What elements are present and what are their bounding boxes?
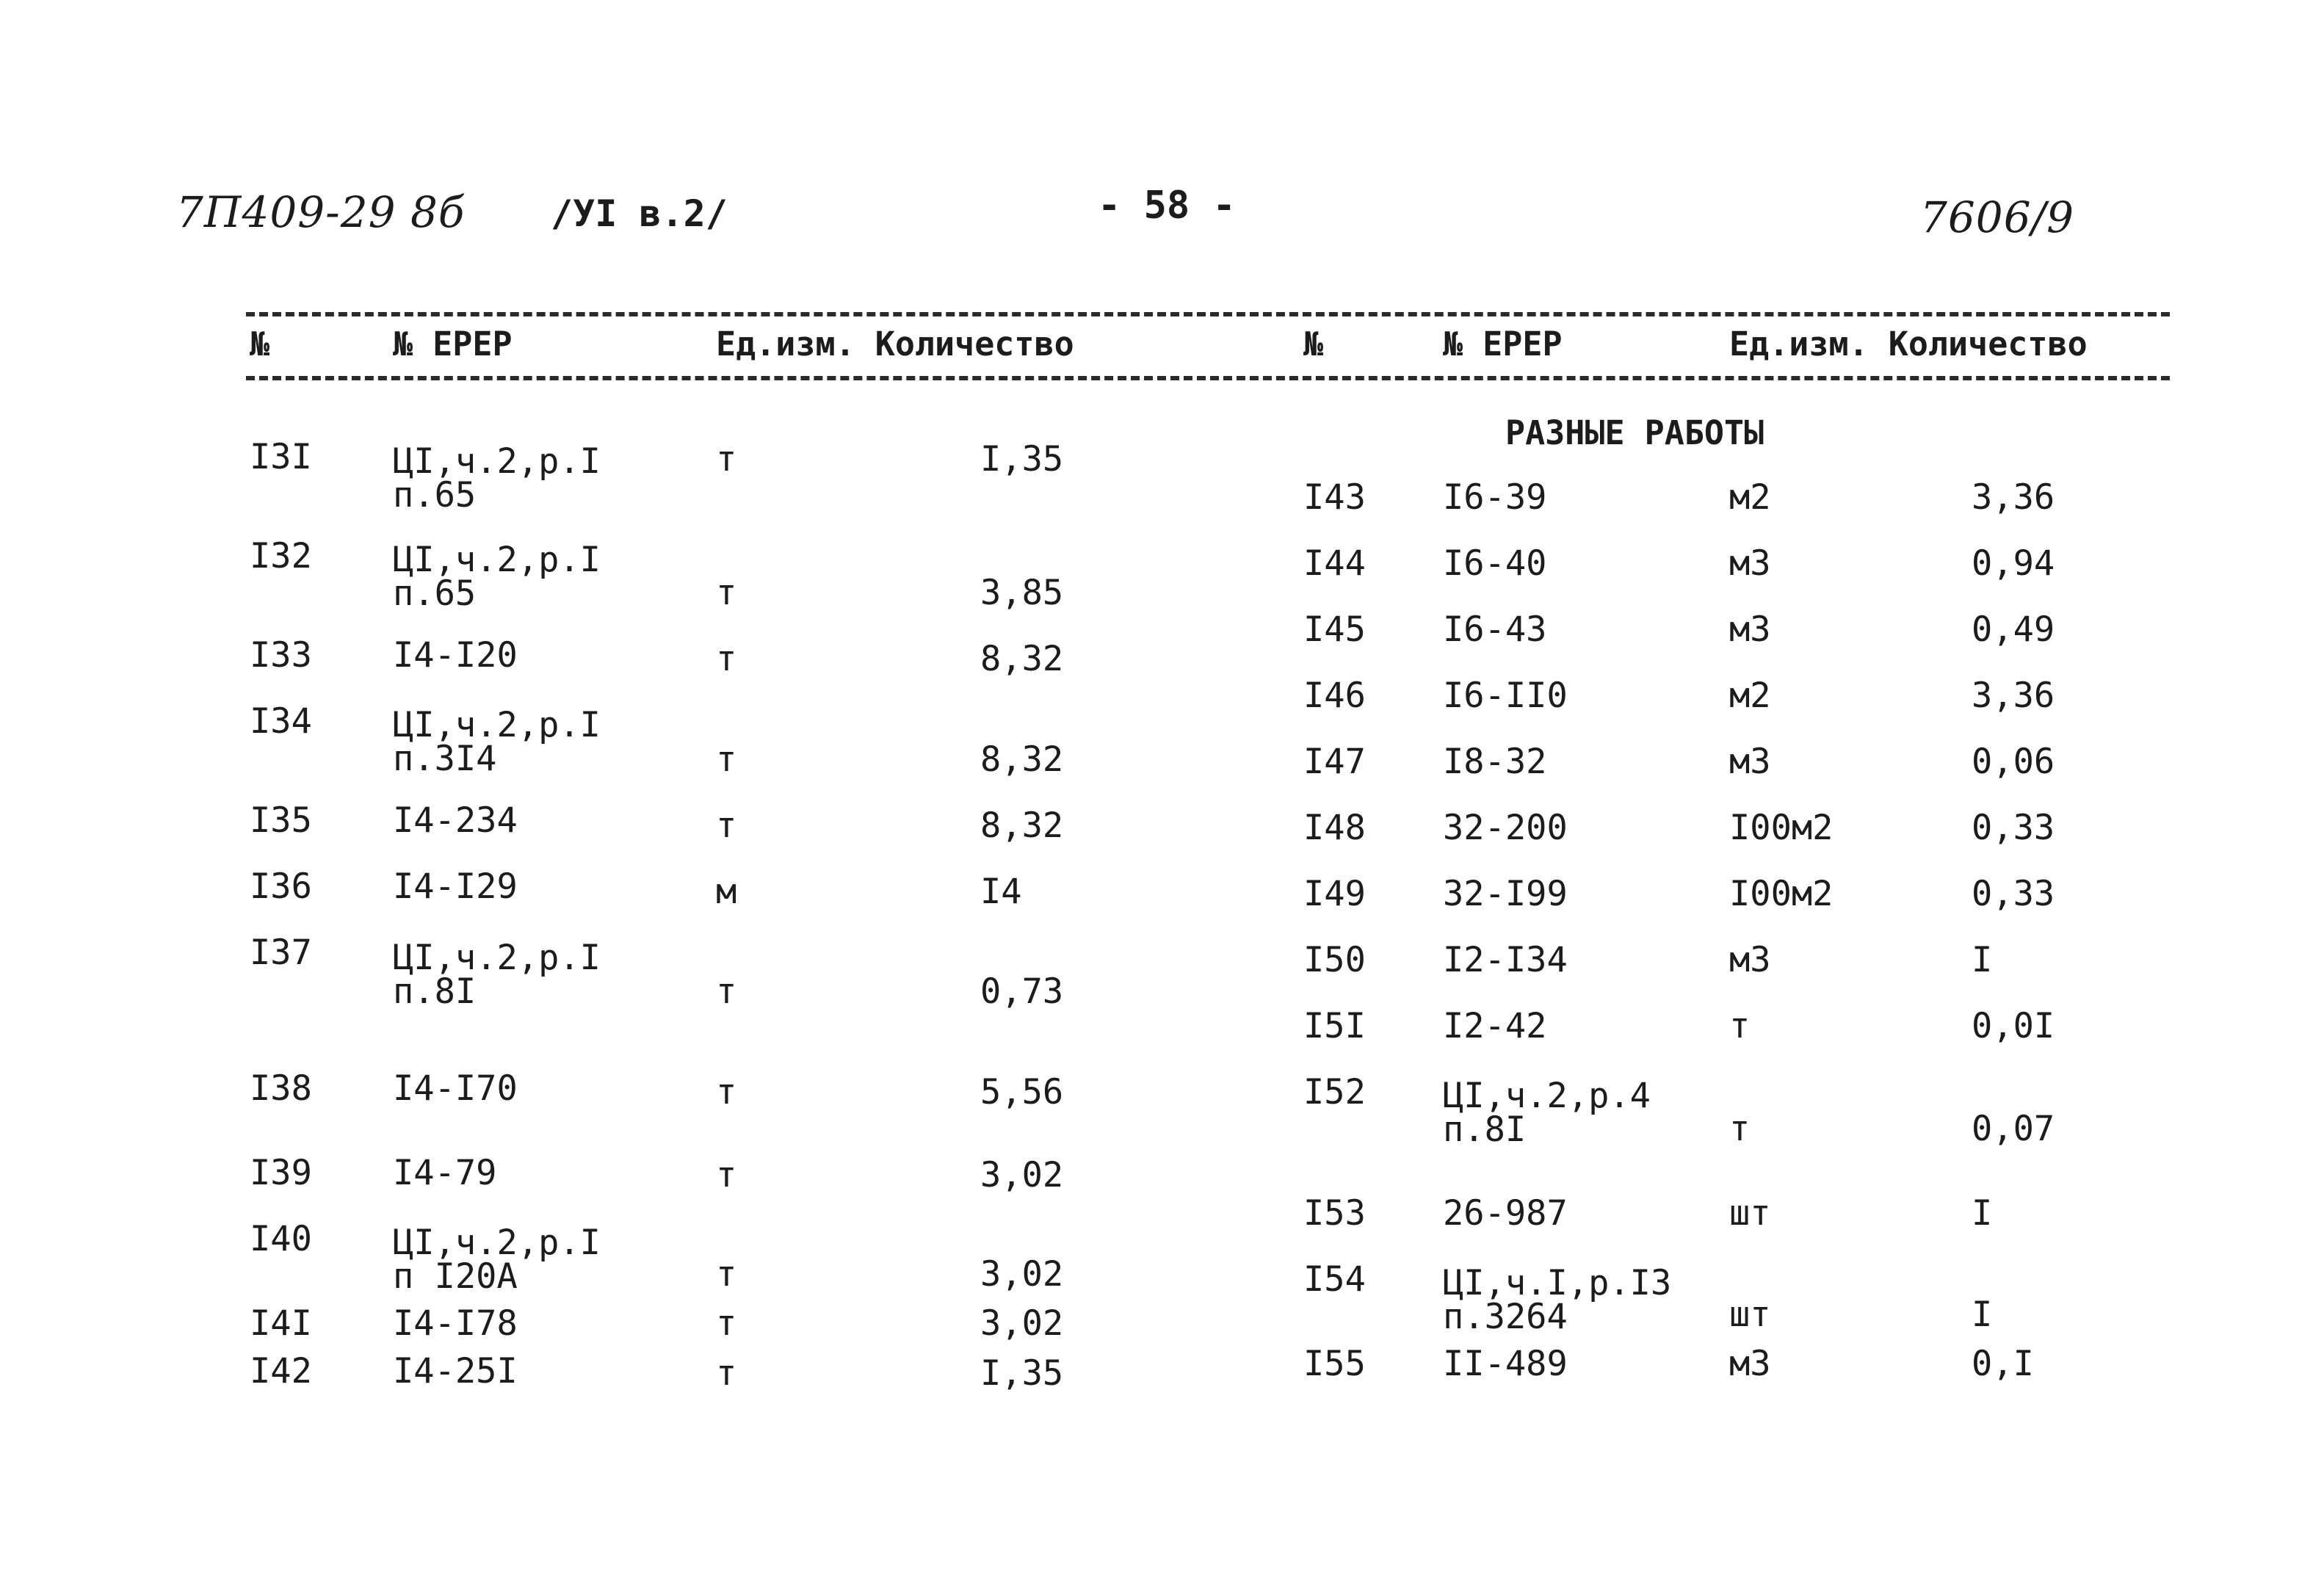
table-row-code: I4-I78 xyxy=(393,1303,518,1344)
table-row-no: I55 xyxy=(1303,1344,1366,1384)
table-row-code: ЦI,ч.2,р.I п.65 xyxy=(393,441,601,515)
section-title: РАЗНЫЕ РАБОТЫ xyxy=(1505,413,1764,452)
left-col-erer-header: № ЕРЕР xyxy=(393,325,513,363)
table-row-no: I43 xyxy=(1303,477,1366,518)
table-row-qty: I,35 xyxy=(980,1353,1064,1394)
table-row-no: I38 xyxy=(250,1068,312,1109)
table-row-qty: 0,I xyxy=(1972,1344,2034,1384)
table-row-qty: I xyxy=(1972,940,1993,980)
table-row-code: I6-43 xyxy=(1443,609,1547,650)
table-row-no: I42 xyxy=(250,1351,312,1391)
sheet-reference: /УI в.2/ xyxy=(551,192,728,235)
table-row-unit: т xyxy=(1729,1006,1751,1046)
table-row-code: ЦI,ч.2,р.I п.65 xyxy=(393,540,601,614)
table-row-code: I2-42 xyxy=(1443,1006,1547,1046)
left-col-no-header: № xyxy=(250,325,270,363)
table-row-no: I52 xyxy=(1303,1072,1366,1112)
table-row-code: II-489 xyxy=(1443,1344,1568,1384)
table-row-no: I45 xyxy=(1303,609,1366,650)
table-row-qty: 0,33 xyxy=(1972,874,2055,914)
table-row-qty: 0,06 xyxy=(1972,742,2055,782)
table-row-unit: м3 xyxy=(1729,543,1771,584)
table-row-no: I49 xyxy=(1303,874,1366,914)
table-row-code: I2-I34 xyxy=(1443,940,1568,980)
table-row-qty: I,35 xyxy=(980,439,1064,479)
table-row-code: I4-79 xyxy=(393,1153,497,1193)
table-row-no: I46 xyxy=(1303,676,1366,716)
table-row-no: I48 xyxy=(1303,808,1366,848)
table-row-code: ЦI,ч.2,р.I п.3I4 xyxy=(393,705,601,779)
table-row-unit: т xyxy=(716,1155,737,1195)
table-row-qty: 3,02 xyxy=(980,1155,1064,1195)
table-row-no: I36 xyxy=(250,866,312,907)
table-row-unit: т xyxy=(716,639,737,679)
table-row-unit: т xyxy=(716,971,737,1012)
table-row-unit: м2 xyxy=(1729,676,1771,716)
table-row-no: I39 xyxy=(250,1153,312,1193)
table-row-no: I47 xyxy=(1303,742,1366,782)
table-row-unit: м3 xyxy=(1729,609,1771,650)
table-row-unit: м xyxy=(716,872,737,912)
table-row-qty: I4 xyxy=(980,872,1022,912)
table-row-code: I4-I20 xyxy=(393,635,518,676)
table-row-unit: т xyxy=(716,1353,737,1394)
table-row-unit: т xyxy=(716,805,737,846)
table-row-code: ЦI,ч.I,р.I3 п.3264 xyxy=(1443,1263,1672,1337)
table-row-code: 32-200 xyxy=(1443,808,1568,848)
table-row-unit: м2 xyxy=(1729,477,1771,518)
table-row-qty: 3,36 xyxy=(1972,477,2055,518)
table-row-unit: м3 xyxy=(1729,1344,1771,1384)
table-row-qty: 3,36 xyxy=(1972,676,2055,716)
table-row-qty: 0,73 xyxy=(980,971,1064,1012)
table-row-unit: шт xyxy=(1729,1295,1771,1335)
table-row-unit: т xyxy=(716,1303,737,1344)
table-row-no: I53 xyxy=(1303,1193,1366,1234)
table-top-rule xyxy=(246,312,2170,316)
table-row-code: ЦI,ч.2,р.I п I20А xyxy=(393,1223,601,1297)
table-row-no: I37 xyxy=(250,933,312,973)
table-row-qty: 8,32 xyxy=(980,739,1064,780)
page-number: - 58 - xyxy=(1098,184,1236,228)
table-row-qty: 0,94 xyxy=(1972,543,2055,584)
table-row-code: I6-II0 xyxy=(1443,676,1568,716)
table-row-qty: 0,0I xyxy=(1972,1006,2055,1046)
table-row-code: I6-40 xyxy=(1443,543,1547,584)
table-row-code: I4-25I xyxy=(393,1351,518,1391)
table-row-no: I3I xyxy=(250,437,312,477)
table-row-unit: м3 xyxy=(1729,940,1771,980)
table-row-qty: 3,02 xyxy=(980,1254,1064,1295)
table-row-qty: 8,32 xyxy=(980,639,1064,679)
table-row-code: ЦI,ч.2,р.4 п.8I xyxy=(1443,1076,1651,1150)
table-row-no: I34 xyxy=(250,701,312,742)
right-col-no-header: № xyxy=(1303,325,1324,363)
table-row-unit: I00м2 xyxy=(1729,874,1834,914)
table-row-code: I8-32 xyxy=(1443,742,1547,782)
table-row-unit: т xyxy=(716,739,737,780)
document-number: 7606/9 xyxy=(1920,192,2075,242)
table-row-no: I50 xyxy=(1303,940,1366,980)
table-row-code: I4-234 xyxy=(393,800,518,841)
table-row-unit: т xyxy=(716,573,737,613)
table-row-qty: 0,33 xyxy=(1972,808,2055,848)
table-row-unit: шт xyxy=(1729,1193,1771,1234)
table-row-qty: I xyxy=(1972,1193,1993,1234)
table-row-unit: т xyxy=(1729,1109,1751,1149)
table-row-no: I5I xyxy=(1303,1006,1366,1046)
table-row-qty: 0,07 xyxy=(1972,1109,2055,1149)
table-row-unit: т xyxy=(716,439,737,479)
table-row-no: I32 xyxy=(250,536,312,576)
table-row-unit: т xyxy=(716,1072,737,1112)
table-row-no: I33 xyxy=(250,635,312,676)
table-row-qty: 0,49 xyxy=(1972,609,2055,650)
table-row-no: I4I xyxy=(250,1303,312,1344)
table-row-no: I35 xyxy=(250,800,312,841)
left-col-unit-qty-header: Ед.изм. Количество xyxy=(716,325,1074,363)
table-row-no: I40 xyxy=(250,1219,312,1259)
table-row-qty: 8,32 xyxy=(980,805,1064,846)
table-row-unit: т xyxy=(716,1254,737,1295)
right-col-unit-qty-header: Ед.изм. Количество xyxy=(1729,325,2088,363)
table-header-rule xyxy=(246,376,2170,380)
table-row-no: I44 xyxy=(1303,543,1366,584)
table-row-code: 32-I99 xyxy=(1443,874,1568,914)
table-row-qty: I xyxy=(1972,1295,1993,1335)
table-row-no: I54 xyxy=(1303,1259,1366,1300)
table-row-qty: 3,85 xyxy=(980,573,1064,613)
right-col-erer-header: № ЕРЕР xyxy=(1443,325,1563,363)
table-row-qty: 5,56 xyxy=(980,1072,1064,1112)
table-row-code: I4-I29 xyxy=(393,866,518,907)
table-row-code: ЦI,ч.2,р.I п.8I xyxy=(393,938,601,1012)
table-row-code: I6-39 xyxy=(1443,477,1547,518)
document-code: 7П409-29 8б xyxy=(176,187,466,237)
table-row-unit: м3 xyxy=(1729,742,1771,782)
table-row-code: I4-I70 xyxy=(393,1068,518,1109)
table-row-unit: I00м2 xyxy=(1729,808,1834,848)
table-row-qty: 3,02 xyxy=(980,1303,1064,1344)
table-row-code: 26-987 xyxy=(1443,1193,1568,1234)
